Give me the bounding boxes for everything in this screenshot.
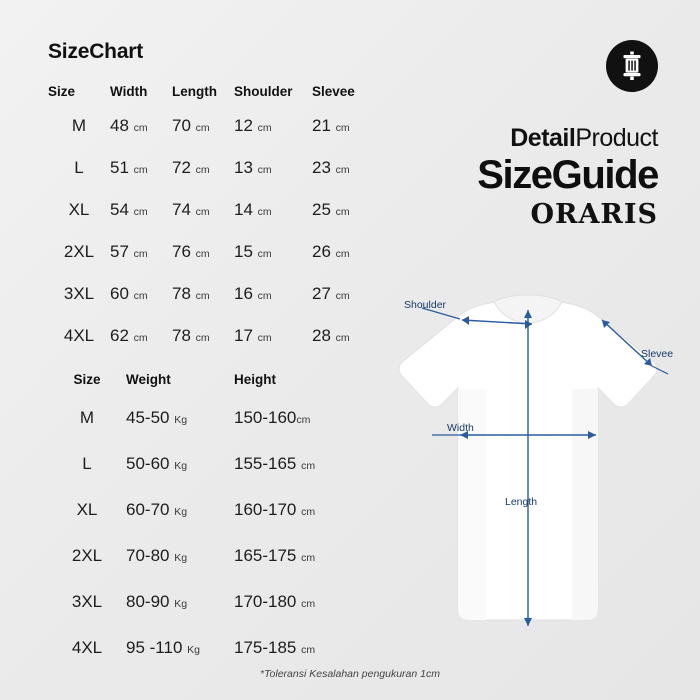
cell-length bbox=[172, 231, 234, 273]
unit: cm bbox=[133, 290, 148, 302]
value: 175-185 bbox=[234, 638, 297, 657]
cell-size: L bbox=[82, 454, 92, 473]
cell-height bbox=[234, 579, 344, 625]
col-height: Height bbox=[234, 372, 276, 387]
cell-width bbox=[110, 147, 172, 189]
cell-shoulder bbox=[234, 189, 312, 231]
value: 60 bbox=[110, 284, 129, 303]
table-row bbox=[48, 579, 344, 625]
table-header-row bbox=[48, 372, 344, 395]
value: 17 bbox=[234, 326, 253, 345]
cell-height bbox=[234, 487, 344, 533]
value: 155-165 bbox=[234, 454, 297, 473]
col-size: Size bbox=[48, 84, 76, 99]
cell-weight bbox=[126, 579, 234, 625]
cell-size: 3XL bbox=[71, 592, 103, 611]
unit: Kg bbox=[174, 506, 188, 518]
value: 48 bbox=[110, 116, 129, 135]
value: 95 -110 bbox=[126, 638, 183, 657]
cell-length bbox=[172, 273, 234, 315]
table-row bbox=[48, 395, 344, 441]
tshirt-diagram bbox=[336, 280, 686, 650]
value: 12 bbox=[234, 116, 253, 135]
unit: cm bbox=[335, 332, 350, 344]
cell-shoulder bbox=[234, 147, 312, 189]
unit: cm bbox=[335, 164, 350, 176]
unit: cm bbox=[195, 122, 210, 134]
cell-slevee bbox=[312, 105, 372, 147]
cell-width bbox=[110, 105, 172, 147]
cell-height bbox=[234, 395, 344, 441]
unit: cm bbox=[257, 332, 272, 344]
unit: cm bbox=[133, 206, 148, 218]
unit: cm bbox=[301, 552, 316, 564]
value: 70 bbox=[172, 116, 191, 135]
headline-line2: SizeGuide bbox=[477, 153, 658, 197]
value: 14 bbox=[234, 200, 253, 219]
table-row bbox=[48, 487, 344, 533]
cell-weight bbox=[126, 395, 234, 441]
unit: cm bbox=[296, 414, 311, 426]
measurements-table bbox=[48, 84, 372, 357]
unit: cm bbox=[133, 332, 148, 344]
value: 150-160 bbox=[234, 408, 297, 427]
cell-size: XL bbox=[68, 200, 90, 219]
unit: cm bbox=[301, 506, 316, 518]
table-row bbox=[48, 273, 372, 315]
unit: cm bbox=[257, 122, 272, 134]
value: 25 bbox=[312, 200, 331, 219]
table-row bbox=[48, 189, 372, 231]
unit: cm bbox=[195, 164, 210, 176]
value: 57 bbox=[110, 242, 129, 261]
value: 27 bbox=[312, 284, 331, 303]
cell-size: 4XL bbox=[63, 326, 95, 345]
col-slevee: Slevee bbox=[312, 84, 355, 99]
unit: cm bbox=[257, 206, 272, 218]
value: 23 bbox=[312, 158, 331, 177]
col-length: Length bbox=[172, 84, 217, 99]
table-row bbox=[48, 147, 372, 189]
value: 50-60 bbox=[126, 454, 170, 473]
cell-shoulder bbox=[234, 315, 312, 357]
cell-shoulder bbox=[234, 273, 312, 315]
unit: Kg bbox=[174, 552, 188, 564]
cell-height bbox=[234, 441, 344, 487]
table-row bbox=[48, 533, 344, 579]
col-size: Size bbox=[73, 372, 101, 387]
value: 170-180 bbox=[234, 592, 297, 611]
cell-weight bbox=[126, 533, 234, 579]
brand-logo-badge bbox=[606, 40, 658, 92]
unit: cm bbox=[195, 290, 210, 302]
value: 62 bbox=[110, 326, 129, 345]
headline-line1-bold: Detail bbox=[510, 124, 576, 152]
unit: cm bbox=[133, 164, 148, 176]
col-width: Width bbox=[110, 84, 148, 99]
unit: cm bbox=[257, 248, 272, 260]
page-title: SizeChart bbox=[48, 40, 144, 63]
cell-height bbox=[234, 625, 344, 671]
value: 72 bbox=[172, 158, 191, 177]
unit: cm bbox=[195, 248, 210, 260]
cell-size: 2XL bbox=[63, 242, 95, 261]
cell-slevee bbox=[312, 189, 372, 231]
unit: cm bbox=[335, 206, 350, 218]
cell-shoulder bbox=[234, 231, 312, 273]
cell-size: M bbox=[71, 116, 87, 135]
headline-line1 bbox=[477, 126, 658, 151]
table-row bbox=[48, 441, 344, 487]
table-row bbox=[48, 315, 372, 357]
brand-wordmark bbox=[477, 201, 658, 228]
unit: Kg bbox=[174, 414, 188, 426]
unit: cm bbox=[335, 248, 350, 260]
table-header-row bbox=[48, 84, 372, 105]
cell-slevee bbox=[312, 147, 372, 189]
unit: cm bbox=[133, 248, 148, 260]
value: 13 bbox=[234, 158, 253, 177]
value: 15 bbox=[234, 242, 253, 261]
label-slevee: Slevee bbox=[641, 348, 674, 360]
headline-line1-light: Product bbox=[575, 124, 658, 152]
cell-length bbox=[172, 147, 234, 189]
brand-wordmark-text: ORARIS bbox=[530, 199, 658, 230]
table-row bbox=[48, 105, 372, 147]
value: 165-175 bbox=[234, 546, 297, 565]
unit: cm bbox=[335, 122, 350, 134]
cell-size: 4XL bbox=[71, 638, 103, 657]
value: 51 bbox=[110, 158, 129, 177]
value: 21 bbox=[312, 116, 331, 135]
value: 74 bbox=[172, 200, 191, 219]
value: 76 bbox=[172, 242, 191, 261]
value: 16 bbox=[234, 284, 253, 303]
value: 60-70 bbox=[126, 500, 170, 519]
cell-length bbox=[172, 105, 234, 147]
label-width: Width bbox=[447, 422, 474, 434]
value: 78 bbox=[172, 326, 191, 345]
col-weight: Weight bbox=[126, 372, 171, 387]
unit: cm bbox=[195, 206, 210, 218]
label-length: Length bbox=[505, 496, 538, 508]
value: 54 bbox=[110, 200, 129, 219]
value: 45-50 bbox=[126, 408, 170, 427]
cell-height bbox=[234, 533, 344, 579]
col-shoulder: Shoulder bbox=[234, 84, 293, 99]
cell-weight bbox=[126, 487, 234, 533]
cell-shoulder bbox=[234, 105, 312, 147]
value: 26 bbox=[312, 242, 331, 261]
unit: cm bbox=[133, 122, 148, 134]
lantern-icon bbox=[619, 51, 645, 81]
cell-width bbox=[110, 315, 172, 357]
unit: Kg bbox=[187, 644, 200, 656]
label-shoulder: Shoulder bbox=[404, 299, 447, 311]
unit: Kg bbox=[174, 460, 188, 472]
cell-size: XL bbox=[76, 500, 98, 519]
value: 28 bbox=[312, 326, 331, 345]
cell-size: 2XL bbox=[71, 546, 103, 565]
value: 78 bbox=[172, 284, 191, 303]
cell-size: 3XL bbox=[63, 284, 95, 303]
headline-block bbox=[477, 126, 658, 228]
cell-length bbox=[172, 189, 234, 231]
unit: cm bbox=[257, 290, 272, 302]
cell-size: L bbox=[74, 158, 84, 177]
table-row bbox=[48, 231, 372, 273]
bodysize-table bbox=[48, 372, 344, 671]
unit: cm bbox=[301, 460, 316, 472]
unit: cm bbox=[257, 164, 272, 176]
cell-weight bbox=[126, 625, 234, 671]
unit: cm bbox=[301, 644, 316, 656]
cell-slevee bbox=[312, 231, 372, 273]
table-row bbox=[48, 625, 344, 671]
unit: cm bbox=[301, 598, 316, 610]
cell-width bbox=[110, 231, 172, 273]
unit: cm bbox=[335, 290, 350, 302]
unit: Kg bbox=[174, 598, 188, 610]
cell-size: M bbox=[79, 408, 95, 427]
cell-width bbox=[110, 189, 172, 231]
cell-weight bbox=[126, 441, 234, 487]
value: 160-170 bbox=[234, 500, 297, 519]
cell-length bbox=[172, 315, 234, 357]
value: 70-80 bbox=[126, 546, 170, 565]
value: 80-90 bbox=[126, 592, 170, 611]
tolerance-footnote: *Toleransi Kesalahan pengukuran 1cm bbox=[260, 668, 440, 680]
cell-width bbox=[110, 273, 172, 315]
unit: cm bbox=[195, 332, 210, 344]
